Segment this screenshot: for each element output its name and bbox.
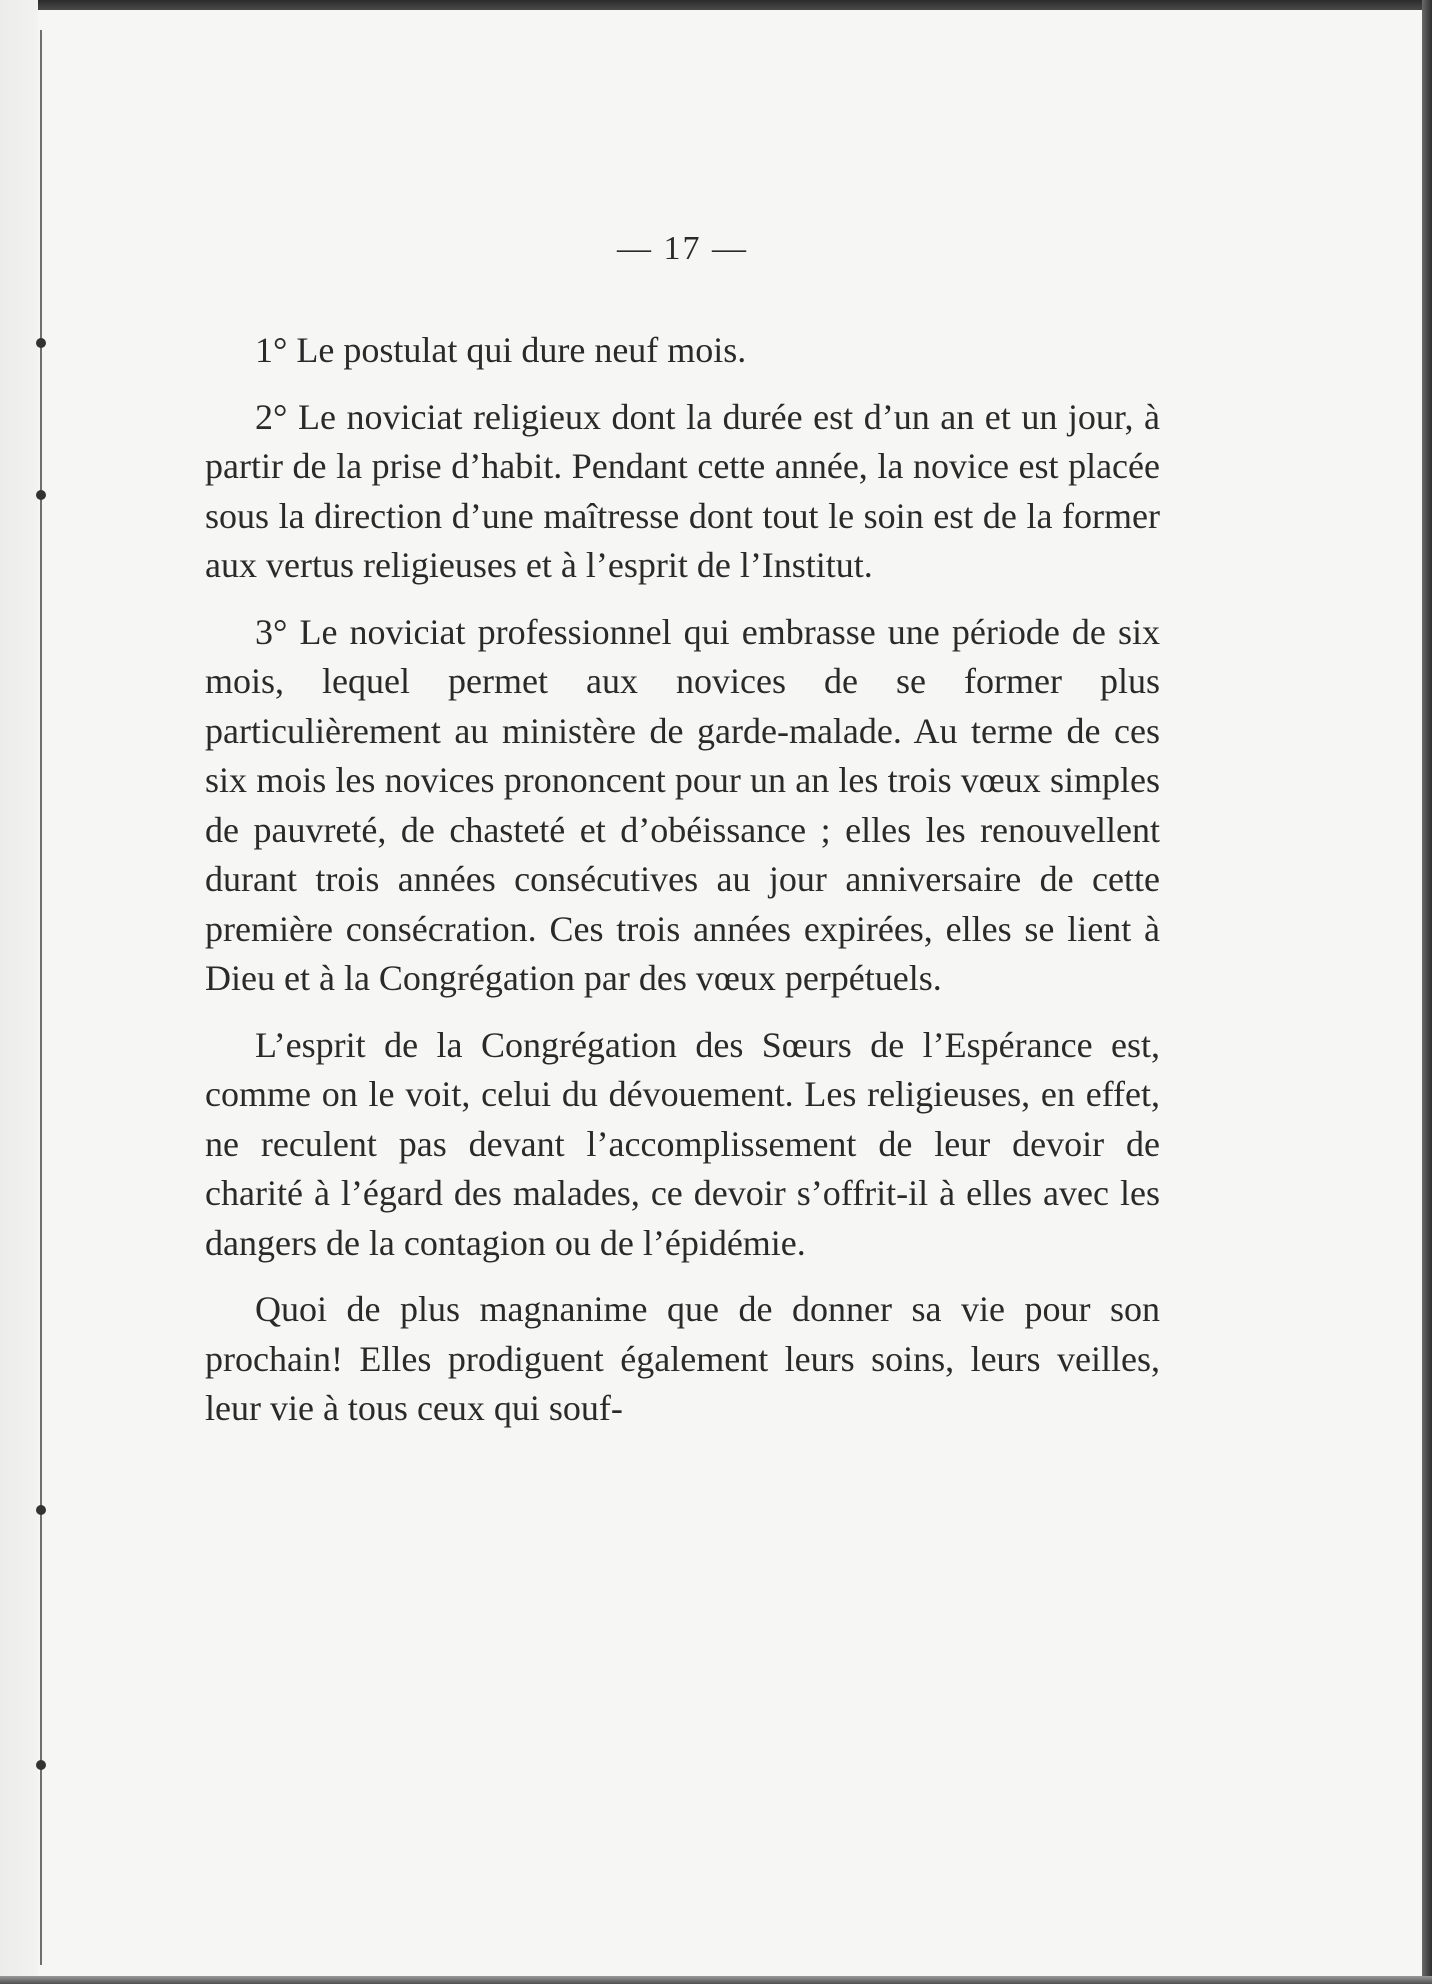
scan-top-edge (0, 0, 1432, 10)
binding-mark (36, 1760, 46, 1770)
binding-mark (36, 1505, 46, 1515)
binding-rule (40, 30, 42, 1965)
paragraph-magnanime: Quoi de plus magnanime que de donner sa vie pour son prochain! Elles prodiguent également leurs soins, leurs veilles, leur vie à tous ceux qui souf- (205, 1289, 1160, 1428)
paragraph-esprit-congregation: L’esprit de la Congrégation des Sœurs de l’Espérance est, comme on le voit, celui du dévouement. Les religieuses, en effet, ne reculent pas devant l’accomplissement de leur devoir de charité à l’égard des malades, ce devoir s’offrit-il à elles avec les dangers de la contagion ou de l’épidémie. (205, 1024, 1160, 1263)
binding-mark (36, 338, 46, 348)
binding-mark (36, 490, 46, 500)
paragraph-noviciat-professionnel: 3° Le noviciat professionnel qui embrasse une période de six mois, lequel permet aux novices de se former plus particulièrement au ministère de garde-malade. Au terme de ces six mois les novices prononcent pour un an les trois vœux simples de pauvreté, de chasteté et d’obéissance ; elles les renouvellent durant trois années consécutives au jour anniversaire de cette première consécration. Ces trois années expirées, elles se lient à Dieu et à la Congrégation par des vœux perpétuels. (205, 611, 1160, 998)
scan-bottom-edge (0, 1976, 1432, 1984)
scan-right-edge (1422, 0, 1432, 1984)
paragraph-noviciat-religieux: 2° Le noviciat religieux dont la durée est d’un an et un jour, à partir de la prise d’habit. Pendant cette année, la novice est placée sous la direction d’une maîtresse dont tout le soin est de la former aux vertus religieuses et à l’esprit de l’Institut. (205, 396, 1160, 585)
paragraph-postulat: 1° Le postulat qui dure neuf mois. (255, 330, 747, 370)
page-content (205, 230, 1160, 1451)
scan-left-margin (0, 0, 38, 1984)
page-number: — 17 — (617, 230, 748, 267)
